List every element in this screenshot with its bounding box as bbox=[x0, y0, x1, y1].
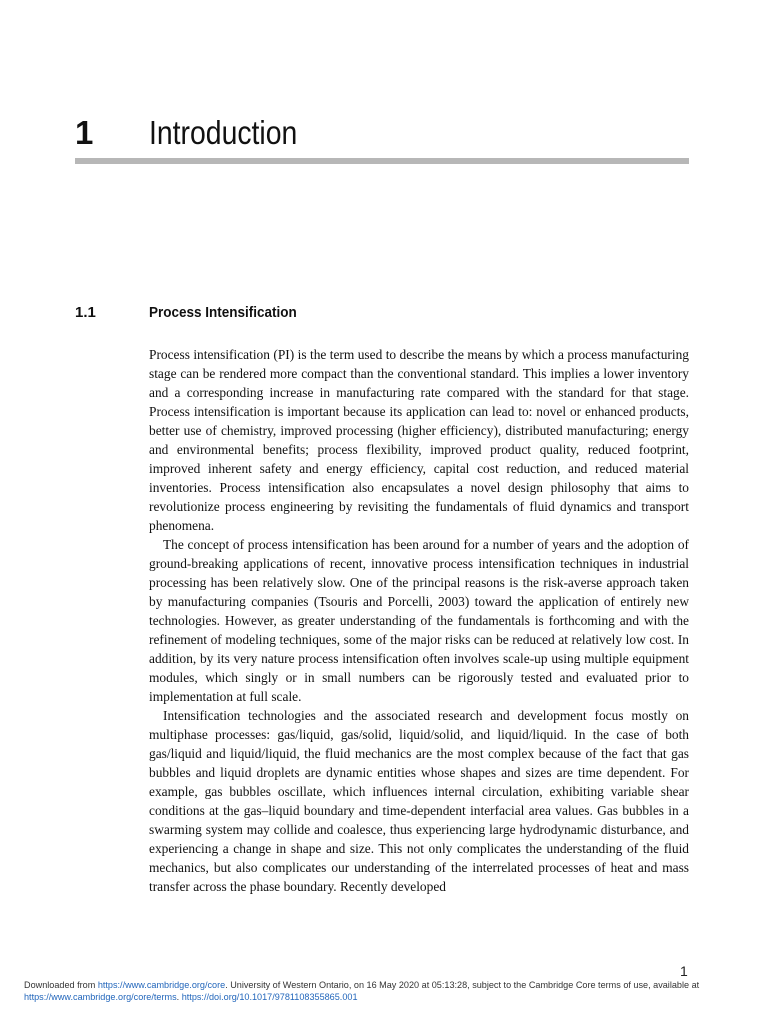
terms-link[interactable]: https://www.cambridge.org/core/terms bbox=[24, 992, 177, 1002]
doi-link[interactable]: https://doi.org/10.1017/9781108355865.001 bbox=[181, 992, 358, 1002]
section-heading bbox=[75, 304, 689, 324]
section-number: 1.1 bbox=[75, 304, 96, 321]
footer-separator: . bbox=[176, 992, 182, 1002]
chapter-header bbox=[75, 110, 689, 164]
paragraph: Intensification technologies and the associated research and development focus mostly on multiphase processes: gas/liquid, gas/solid, liquid/solid, and liquid/liquid. In the case of both gas/liquid and liquid/liquid, the fluid mechanics are the most complex because of the fact that gas bubbles and liquid droplets are dynamic entities whose shapes and sizes are time dependent. For example, gas bubbles oscillate, which influences internal circulation, exhibiting variable shear conditions at the gas–liquid boundary and time-dependent interfacial area values. Gas bubbles in a swarming system may collide and coalesce, thus experiencing large hydrodynamic disturbance, and experiencing a change in shape and size. This not only complicates the understanding of the fluid mechanics, but also complicates our understanding of the interrelated processes of heat and mass transfer across the phase boundary. Recently developed bbox=[149, 708, 689, 894]
paragraph: Process intensification (PI) is the term used to describe the means by which a process manufacturing stage can be rendered more compact than the conventional standard. This implies a lower inventory and a corresponding increase in manufacturing rate compared with the standard for that stage. Process intensification is important because its application can lead to: novel or enhanced products, better use of chemistry, improved processing (higher efficiency), distributed manufacturing; energy and environmental benefits; process flexibility, improved product quality, reduced footprint, improved inherent safety and energy efficiency, capital cost reduction, and reduced material inventories. Process intensification also encapsulates a novel design philosophy that aims to revolutionize process engineering by revisiting the fundamentals of fluid dynamics and transport phenomena. bbox=[149, 347, 689, 533]
chapter-number: 1 bbox=[75, 114, 94, 151]
cambridge-core-link[interactable]: https://www.cambridge.org/core bbox=[97, 980, 226, 990]
download-footer bbox=[24, 979, 748, 1003]
chapter-title: Introduction bbox=[149, 114, 298, 151]
body-text bbox=[149, 345, 689, 896]
page-number: 1 bbox=[680, 963, 688, 979]
footer-text: . University of Western Ontario, on 16 May 2020 at 05:13:28, subject to the Cambridge Core terms of use, available at bbox=[225, 980, 700, 990]
footer-text: Downloaded from bbox=[24, 980, 98, 990]
section-title: Process Intensification bbox=[149, 304, 297, 321]
chapter-divider bbox=[75, 158, 689, 164]
paragraph: The concept of process intensification has been around for a number of years and the adoption of ground-breaking applications of recent, innovative process intensification techniques in industrial processing has been relatively slow. One of the principal reasons is the risk-averse approach taken by manufacturing companies (Tsouris and Porcelli, 2003) toward the application of entirely new technologies. However, as greater understanding of the fundamentals is forthcoming and with the refinement of modeling techniques, some of the major risks can be reduced at relatively low cost. In addition, by its very nature process intensification often involves scale-up using multiple equipment modules, which singly or in small numbers can be rigorously tested and evaluated prior to implementation at full scale. bbox=[149, 537, 689, 704]
